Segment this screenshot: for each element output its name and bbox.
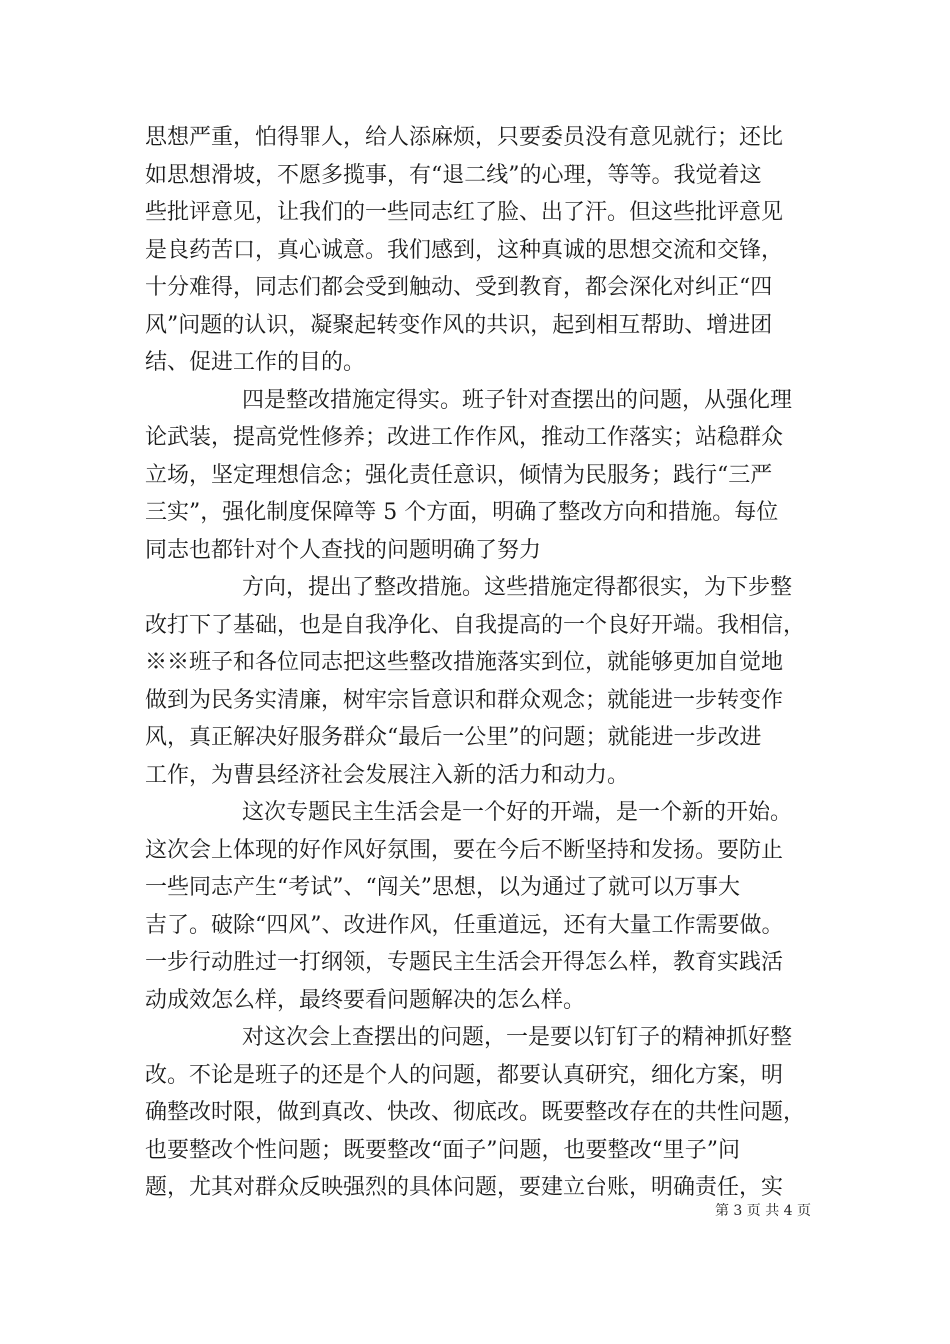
body-text [145, 119, 825, 1207]
paragraph-first-line: 方向，提出了整改措施。这些措施定得都很实，为下步整 [242, 575, 793, 600]
text-line: 工作，为曹县经济社会发展注入新的活力和动力。 [145, 762, 630, 788]
text-line: 立场，坚定理想信念；强化责任意识，倾情为民服务；践行“三严 [145, 462, 773, 488]
text-line: 风”问题的认识，凝聚起转变作风的共识，起到相互帮助、增进团 [145, 312, 773, 338]
text-line: 十分难得，同志们都会受到触动、受到教育，都会深化对纠正“四 [145, 275, 773, 300]
text-line: 一步行动胜过一打纲领，专题民主生活会开得怎么样，教育实践活 [145, 950, 784, 975]
page-footer [0, 1200, 950, 1220]
text-line: 也要整改个性问题；既要整改“面子”问题，也要整改“里子”问 [145, 1137, 740, 1163]
text-line: 动成效怎么样，最终要看问题解决的怎么样。 [145, 987, 586, 1013]
text-line: 结、促进工作的目的。 [145, 350, 366, 375]
text-line: 改打下了基础，也是自我净化、自我提高的一个良好开端。我相信， [145, 612, 806, 638]
text-line: ※※班子和各位同志把这些整改措施落实到位，就能够更加自觉地 [145, 650, 784, 675]
paragraph-first-line: 对这次会上查摆出的问题，一是要以钉钉子的精神抓好整 [242, 1025, 793, 1050]
text-line: 三实”，强化制度保障等 5 个方面，明确了整改方向和措施。每位 [145, 500, 779, 525]
text-line: 题，尤其对群众反映强烈的具体问题，要建立台账，明确责任，实 [145, 1175, 784, 1200]
text-line: 确整改时限，做到真改、快改、彻底改。既要整改存在的共性问题， [145, 1100, 806, 1125]
text-line: 如思想滑坡，不愿多揽事，有“退二线”的心理，等等。我觉着这 [145, 162, 762, 188]
text-line: 吉了。破除“四风”、改进作风，任重道远，还有大量工作需要做。 [145, 912, 784, 938]
text-line: 思想严重，怕得罪人，给人添麻烦，只要委员没有意见就行；还比 [145, 125, 784, 150]
paragraph-first-line: 四是整改措施定得实。班子针对查摆出的问题，从强化理 [242, 387, 793, 413]
text-line: 些批评意见，让我们的一些同志红了脸、出了汗。但这些批评意见 [145, 200, 784, 225]
text-line: 做到为民务实清廉，树牢宗旨意识和群众观念；就能进一步转变作 [145, 687, 784, 713]
text-line: 一些同志产生“考试”、“闯关”思想，以为通过了就可以万事大 [145, 875, 740, 900]
text-line: 风，真正解决好服务群众“最后一公里”的问题；就能进一步改进 [145, 725, 762, 750]
text-line: 改。不论是班子的还是个人的问题，都要认真研究，细化方案，明 [145, 1062, 784, 1088]
text-line: 是良药苦口，真心诚意。我们感到，这种真诚的思想交流和交锋， [145, 237, 784, 263]
paragraph-first-line: 这次专题民主生活会是一个好的开端，是一个新的开始。 [242, 800, 793, 825]
page-number: 第 3 页 共 4 页 [714, 1203, 812, 1219]
text-line: 论武装，提高党性修养；改进工作作风，推动工作落实；站稳群众 [145, 425, 784, 450]
text-line: 同志也都针对个人查找的问题明确了努力 [145, 537, 542, 563]
text-line: 这次会上体现的好作风好氛围，要在今后不断坚持和发扬。要防止 [145, 837, 784, 863]
